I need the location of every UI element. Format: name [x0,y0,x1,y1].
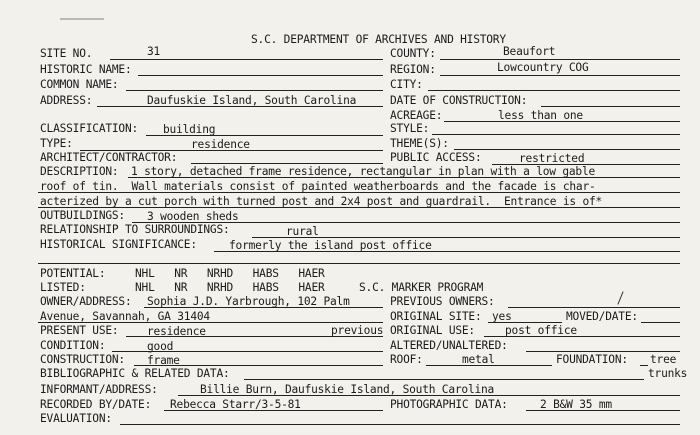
acreage-value: less than one [498,109,583,122]
recorded-value: Rebecca Starr/3-5-81 [170,398,301,411]
section-divider [38,263,680,264]
construction-line [134,365,383,366]
original-use-value: post office [505,324,577,337]
informant-label: INFORMANT/ADDRESS: [40,383,158,396]
historical-significance-label: HISTORICAL SIGNIFICANCE: [40,238,197,251]
region-label: REGION: [390,63,436,76]
sc-marker-program: S.C. MARKER PROGRAM [359,281,484,294]
description-label: DESCRIPTION: [40,165,119,178]
original-site-label: ORIGINAL SITE: [390,310,482,323]
region-line [440,75,680,76]
architect-label: ARCHITECT/CONTRACTOR: [40,151,178,164]
outbuildings-value: 3 wooden sheds [147,210,239,223]
outbuildings-label: OUTBUILDINGS: [40,209,125,222]
roof-value: metal [462,353,495,366]
site-no-value: 31 [147,45,161,58]
type-value: residence [191,138,250,151]
original-use-label: ORIGINAL USE: [390,324,475,337]
type-label: TYPE: [40,137,73,150]
previous-owners-line [508,307,680,308]
photographic-label: PHOTOGRAPHIC DATA: [390,398,508,411]
relationship-label: RELATIONSHIP TO SURROUNDINGS: [40,223,230,236]
classification-label: CLASSIFICATION: [40,122,139,135]
condition-label: CONDITION: [40,339,106,352]
county-value: Beaufort [503,45,556,58]
description-line-1: 1 story, detached frame residence, rectangular in plan with a low gable [131,165,596,178]
owner-line-2: Avenue, Savannah, GA 31404 [40,310,210,323]
evaluation-line [120,424,680,425]
owner-line-1: Sophia J.D. Yarbrough, 102 Palm [147,295,350,308]
common-name-line [126,90,383,91]
pen-mark [617,291,623,304]
date-construction-line [541,106,680,107]
foundation-value-2: trunks [648,367,688,380]
original-site-value: yes [492,310,512,323]
owner-rule-2 [38,322,383,323]
owner-label: OWNER/ADDRESS: [40,295,132,308]
historical-significance-value: formerly the island post office [229,239,432,252]
common-name-label: COMMON NAME: [40,78,119,91]
original-site-line [488,322,562,323]
city-line [428,90,680,91]
themes-label: THEME(S): [390,137,449,150]
acreage-line [444,121,680,122]
region-value: Lowcountry COG [497,61,589,74]
bibliographic-line [244,379,644,380]
foundation-label: FOUNDATION: [556,353,628,366]
recorded-line [164,410,383,411]
photographic-value: 2 B&W 35 mm [540,398,612,411]
roof-label: ROOF: [390,353,423,366]
present-use-value: residence [147,325,206,338]
foundation-value-1: tree [650,353,677,366]
date-construction-label: DATE OF CONSTRUCTION: [390,94,528,107]
informant-line [178,395,680,396]
classification-line [146,135,383,136]
architect-line [191,163,383,164]
owner-rule-1 [144,307,383,308]
moved-date-line [641,322,680,323]
altered-label: ALTERED/UNALTERED: [390,339,508,352]
photographic-line [526,410,680,411]
description-rule-1 [128,177,680,178]
smudge-mark [60,18,104,20]
themes-line [454,149,680,150]
description-line-3: acterized by a cut porch with turned post and 2x4 post and guardrail. Entrance is of* [40,195,603,208]
condition-line [112,351,383,352]
acreage-label: ACREAGE: [390,109,443,122]
style-label: STYLE: [390,122,430,135]
original-use-line [484,336,680,337]
historic-name-label: HISTORIC NAME: [40,63,132,76]
address-line [97,106,383,107]
construction-label: CONSTRUCTION: [40,353,125,366]
present-use-overtype: previous [331,324,384,337]
previous-owners-label: PREVIOUS OWNERS: [390,295,495,308]
potential-label: POTENTIAL: [40,267,106,280]
county-label: COUNTY: [390,47,436,60]
evaluation-label: EVALUATION: [40,412,112,425]
description-line-2: roof of tin. Wall materials consist of painted weatherboards and the facade is char- [40,180,596,193]
relationship-line [252,237,680,238]
listed-label: LISTED: [40,281,86,294]
bibliographic-label: BIBLIOGRAPHIC & RELATED DATA: [40,367,230,380]
condition-value: good [147,340,174,353]
city-label: CITY: [390,78,423,91]
historic-name-line [138,75,383,76]
classification-value: building [163,123,216,136]
recorded-label: RECORDED BY/DATE: [40,398,152,411]
construction-value: frame [147,354,180,367]
site-no-label: SITE NO. [40,47,93,60]
description-rule-3 [38,207,680,208]
address-value: Daufuskie Island, South Carolina [147,94,357,107]
foundation-line [640,365,648,366]
present-use-label: PRESENT USE: [40,324,119,337]
description-rule-2 [38,192,680,193]
altered-line [526,351,680,352]
listed-options: NHL NR NRHD HABS HAER [135,281,325,294]
informant-value: Billie Burn, Daufuskie Island, South Carolina [200,383,495,396]
style-line [432,134,680,135]
form-title: S.C. DEPARTMENT OF ARCHIVES AND HISTORY [251,33,506,46]
historical-significance-line [214,251,680,252]
site-no-line [110,59,383,60]
county-line [440,59,680,60]
public-access-label: PUBLIC ACCESS: [390,151,482,164]
relationship-value: rural [286,225,319,238]
potential-options: NHL NR NRHD HABS HAER [135,267,325,280]
public-access-value: restricted [519,152,585,165]
address-label: ADDRESS: [40,94,93,107]
roof-line [426,365,552,366]
moved-date-label: MOVED/DATE: [566,310,638,323]
